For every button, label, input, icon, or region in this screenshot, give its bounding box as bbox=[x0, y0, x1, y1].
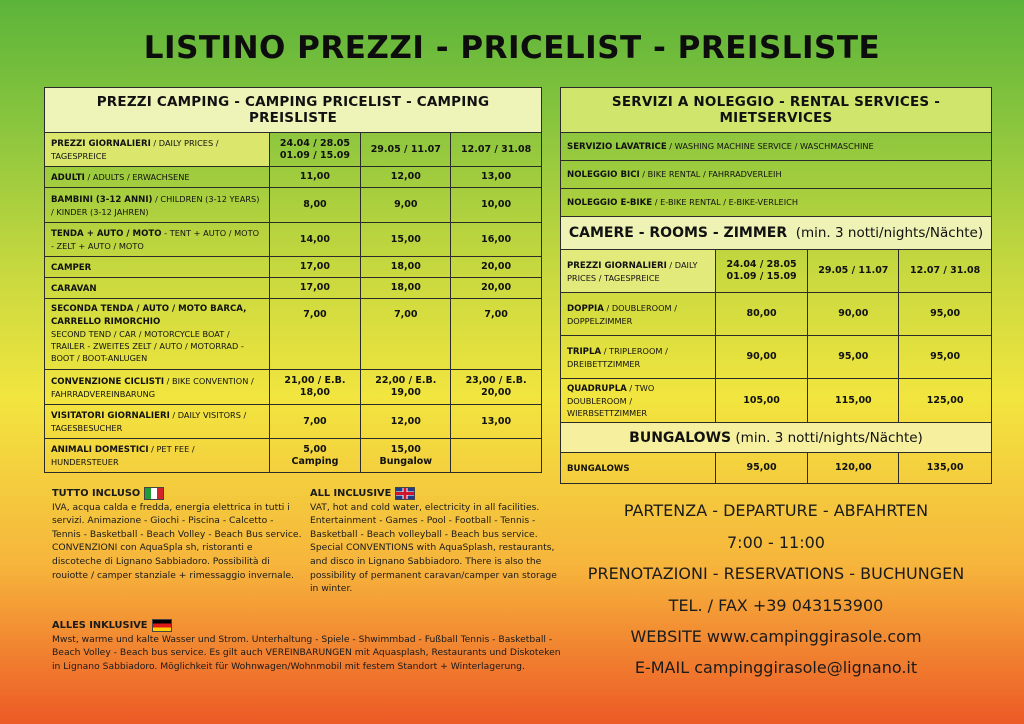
page-title: LISTINO PREZZI - PRICELIST - PREISLISTE bbox=[143, 30, 881, 66]
rooms-period-row: PREZZI GIORNALIERI / DAILY PRICES / TAGESPREICE 24.04 / 28.05 01.09 / 15.09 29.05 / 11.07 12.07 / 31.08 bbox=[561, 250, 992, 293]
rental-table-header: SERVIZI A NOLEGGIO - RENTAL SERVICES - MIETSERVICES bbox=[561, 88, 992, 133]
departure-title: PARTENZA - DEPARTURE - ABFAHRTEN bbox=[623, 501, 929, 520]
rooms-header: CAMERE - ROOMS - ZIMMER (min. 3 notti/nights/Nächte) bbox=[561, 217, 992, 250]
table-row: TENDA + AUTO / MOTO - TENT + AUTO / MOTO - ZELT + AUTO / MOTO 14,00 15,00 16,00 bbox=[45, 223, 542, 257]
rental-services-table bbox=[560, 87, 992, 484]
table-row: ANIMALI DOMESTICI / PET FEE / HUNDERSTEUER 5,00 Camping 15,00 Bungalow bbox=[45, 439, 542, 473]
table-row: SECONDA TENDA / AUTO / MOTO BARCA, CARRELLO RIMORCHIO SECOND TEND / CAR / MOTORCYCLE BOAT / TRAILER - ZWEITES ZELT / AUTO / MOTORRAD - BOOT / BOOT-ANLUGEN 7,00 7,00 7,00 bbox=[45, 299, 542, 370]
table-row: CAMPER 17,00 18,00 20,00 bbox=[45, 257, 542, 278]
phone-number[interactable]: TEL. / FAX +39 043153900 bbox=[668, 596, 884, 615]
table-row: BUNGALOWS 95,00 120,00 135,00 bbox=[561, 453, 992, 484]
camping-price-table bbox=[44, 87, 542, 473]
departure-time: 7:00 - 11:00 bbox=[727, 533, 825, 552]
inclusive-en: ALL INCLUSIVE VAT, hot and cold water, electricity in all facilities. Entertainment - Games - Pool - Football - Tennis - Basketball - Beach volleyball - Beach bus service. Special CONVENTIONS with AquaSplash, restaurants, and disco in Lignano Sabbiadoro. There is also the possibility of permanent caravan/camper van storage in winter. bbox=[310, 488, 557, 595]
table-row: DOPPIA / DOUBLEROOM / DOPPELZIMMER 80,00 90,00 95,00 bbox=[561, 293, 992, 336]
camping-period-3: 12.07 / 31.08 bbox=[451, 133, 542, 167]
website-link[interactable]: WEBSITE www.campinggirasole.com bbox=[630, 627, 922, 646]
table-row: TRIPLA / TRIPLEROOM / DREIBETTZIMMER 90,00 95,00 95,00 bbox=[561, 336, 992, 379]
camping-period-1: 24.04 / 28.05 01.09 / 15.09 bbox=[269, 133, 361, 167]
table-row: QUADRUPLA / TWO DOUBLEROOM / WIERBSETTZIMMER 105,00 115,00 125,00 bbox=[561, 379, 992, 423]
email-link[interactable]: E-MAIL campinggirasole@lignano.it bbox=[634, 658, 918, 677]
list-item: NOLEGGIO E-BIKE / E-BIKE RENTAL / E-BIKE-VERLEICH bbox=[561, 189, 992, 217]
table-row: ADULTI / ADULTS / ERWACHSENE 11,00 12,00 13,00 bbox=[45, 167, 542, 188]
inclusive-de: ALLES INKLUSIVE Mwst, warme und kalte Wasser und Strom. Unterhaltung - Spiele - Shwimmbad - Fußball Tennis - Basketball - Beach Volley - Beach bus service. Es gilt auch VEREINBARUNGEN mit Aquasplash, Restaurants und Diskoteken in Lignano Sabbiadoro. Möglichkeit für Wohnwagen/Wohnmobil mit festem Standort + Winterlagerung. bbox=[52, 620, 561, 672]
germany-flag-icon bbox=[152, 619, 172, 632]
table-row: VISITATORI GIORNALIERI / DAILY VISITORS / TAGESBESUCHER 7,00 12,00 13,00 bbox=[45, 405, 542, 439]
bungalows-header: BUNGALOWS (min. 3 notti/nights/Nächte) bbox=[561, 423, 992, 453]
table-row: CARAVAN 17,00 18,00 20,00 bbox=[45, 278, 542, 299]
camping-table-header: PREZZI CAMPING - CAMPING PRICELIST - CAMPING PREISLISTE bbox=[45, 88, 542, 133]
camping-period-row: PREZZI GIORNALIERI / DAILY PRICES / TAGESPREICE 24.04 / 28.05 01.09 / 15.09 29.05 / 11.07 12.07 / 31.08 bbox=[45, 133, 542, 167]
italy-flag-icon bbox=[144, 487, 164, 500]
table-row: CONVENZIONE CICLISTI / BIKE CONVENTION / FAHRRADVEREINBARUNG 21,00 / E.B. 18,00 22,00 / E.B. 19,00 23,00 / E.B. 20,00 bbox=[45, 370, 542, 405]
camping-period-2: 29.05 / 11.07 bbox=[361, 133, 451, 167]
list-item: SERVIZIO LAVATRICE / WASHING MACHINE SERVICE / WASCHMASCHINE bbox=[561, 133, 992, 161]
reservations-title: PRENOTAZIONI - RESERVATIONS - BUCHUNGEN bbox=[587, 564, 965, 583]
table-row: BAMBINI (3-12 ANNI) / CHILDREN (3-12 YEARS) / KINDER (3-12 JAHREN) 8,00 9,00 10,00 bbox=[45, 188, 542, 223]
list-item: NOLEGGIO BICI / BIKE RENTAL / FAHRRADVERLEIH bbox=[561, 161, 992, 189]
inclusive-it: TUTTO INCLUSO IVA, acqua calda e fredda, energia elettrica in tutti i servizi. Animazione - Giochi - Piscina - Calcetto - Tennis - Basketball - Beach Volley - Beach Bus service. CONVENZIONI con AquaSpla sh, ristoranti e discoteche di Lignano Sabbiadoro. Possibilità di rouiotte / camper stanziale + rimessaggio invernale. bbox=[52, 488, 302, 581]
uk-flag-icon bbox=[395, 487, 415, 500]
